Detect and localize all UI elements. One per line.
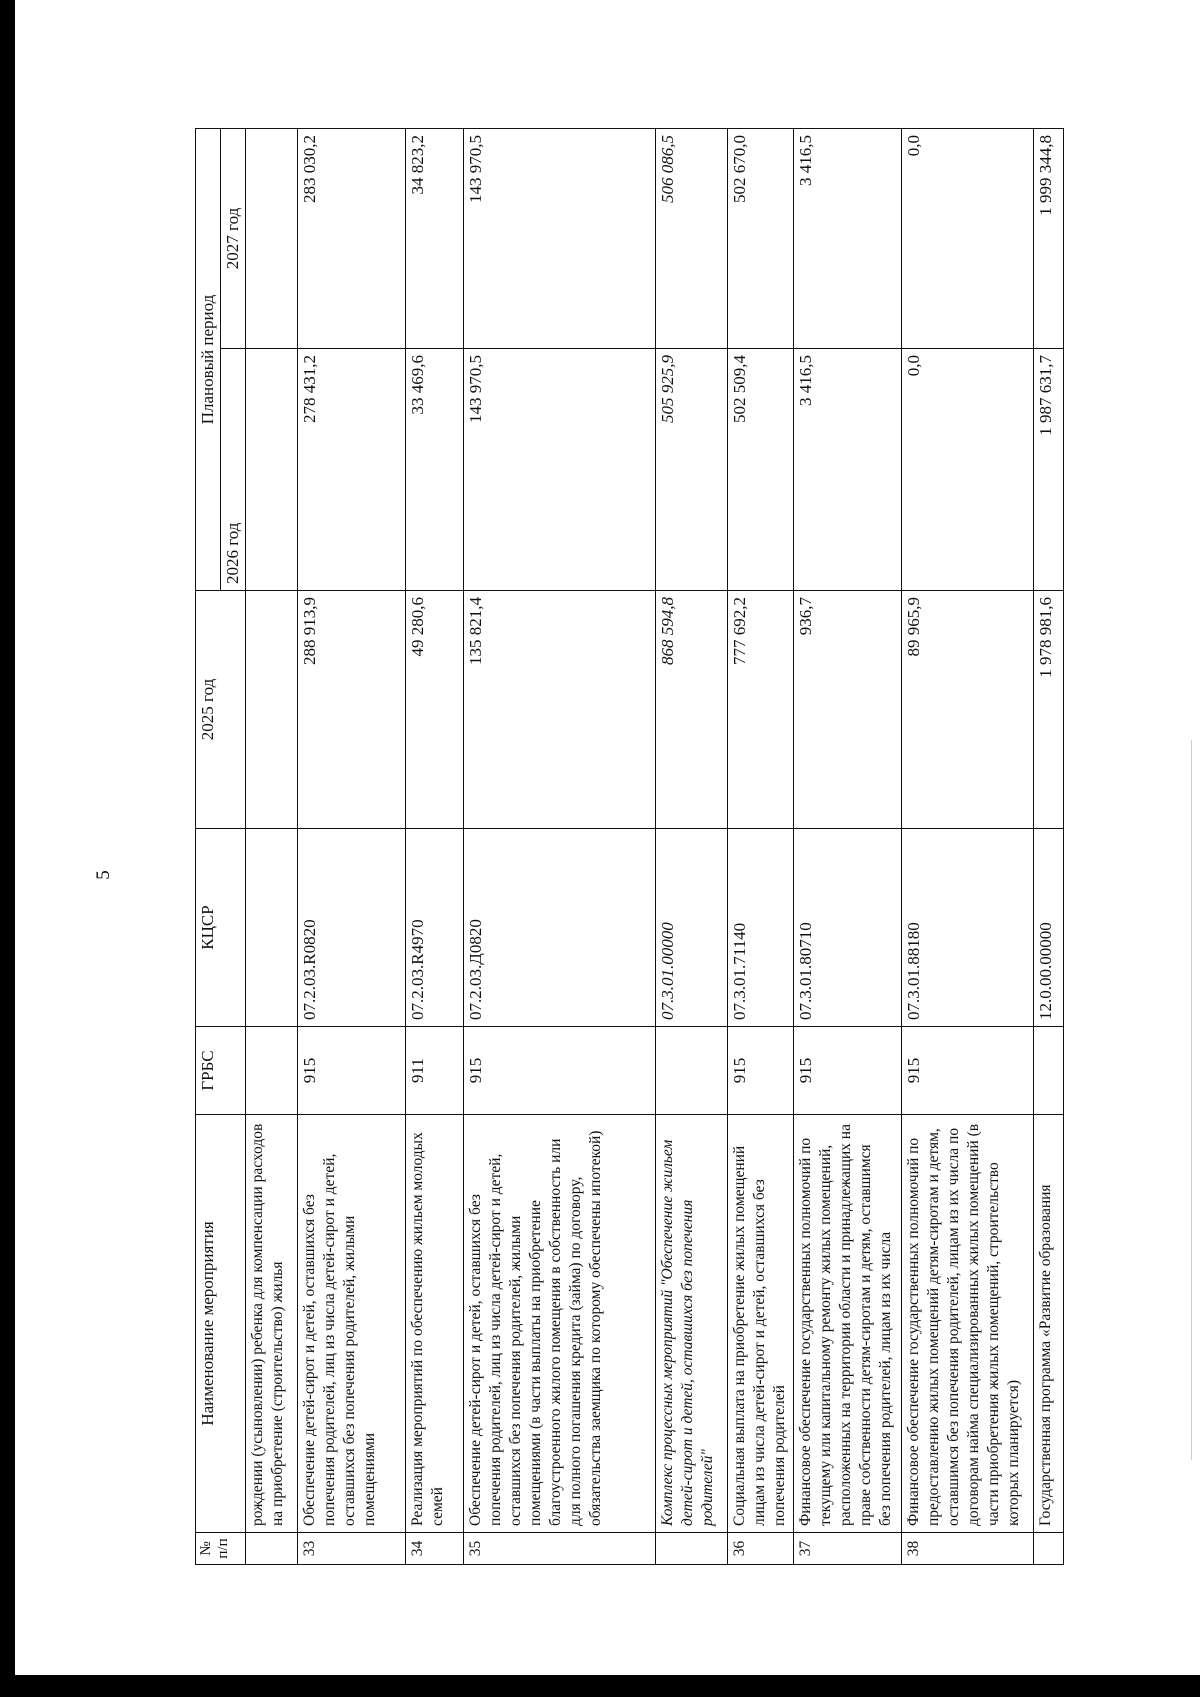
row-kcsr: 07.3.01.71140 bbox=[728, 829, 794, 1027]
header-plan-period: Плановый период bbox=[196, 128, 221, 590]
row-name: Государственная программа «Развитие образования bbox=[1034, 1115, 1064, 1533]
row-value-2026: 0,0 bbox=[902, 349, 1034, 591]
row-name: Финансовое обеспечение государственных полномочий по предоставлению жилых помещений детям-сиротам и детям, оставшимся без попечения родителей, лицам из их числа по договорам найма специализированных жилых помещений (в части приобретения жилых помещений, строительство которых планируется) bbox=[902, 1115, 1034, 1533]
row-value-2026: 143 970,5 bbox=[464, 349, 656, 591]
row-grbs bbox=[1034, 1027, 1064, 1115]
row-value-2025: 936,7 bbox=[794, 591, 902, 829]
row-num bbox=[1034, 1533, 1064, 1565]
row-num: 34 bbox=[406, 1533, 464, 1565]
rotated-table-container bbox=[195, 129, 1080, 1565]
scan-bottom-edge bbox=[15, 1675, 1200, 1697]
header-2026: 2026 год bbox=[221, 349, 246, 591]
row-value-2027: 143 970,5 bbox=[464, 128, 656, 348]
row-kcsr: 07.3.01.88180 bbox=[902, 829, 1034, 1027]
row-num: 36 bbox=[728, 1533, 794, 1565]
row-value-2025: 89 965,9 bbox=[902, 591, 1034, 829]
row-value-2026: 33 469,6 bbox=[406, 349, 464, 591]
budget-table bbox=[195, 128, 1064, 1565]
row-name: Комплекс процессных мероприятий "Обеспечение жильем детей-сирот и детей, оставшихся без попечения родителей" bbox=[656, 1115, 728, 1533]
row-kcsr: 12.0.00.00000 bbox=[1034, 829, 1064, 1027]
row-kcsr: 07.3.01.00000 bbox=[656, 829, 728, 1027]
row-grbs: 915 bbox=[902, 1027, 1034, 1115]
table-row bbox=[902, 128, 1034, 1564]
header-grbs: ГРБС bbox=[196, 1027, 246, 1115]
row-value-2027: 1 999 344,8 bbox=[1034, 128, 1064, 348]
header-kcsr: КЦСР bbox=[196, 829, 246, 1027]
row-num: 37 bbox=[794, 1533, 902, 1565]
row-num: 33 bbox=[298, 1533, 406, 1565]
row-value-2025: 868 594,8 bbox=[656, 591, 728, 829]
row-value-2026: 278 431,2 bbox=[298, 349, 406, 591]
table-row bbox=[656, 128, 728, 1564]
row-grbs bbox=[656, 1027, 728, 1115]
row-value-2025 bbox=[246, 591, 298, 829]
row-name: Реализация мероприятий по обеспечению жильем молодых семей bbox=[406, 1115, 464, 1533]
row-value-2025: 288 913,9 bbox=[298, 591, 406, 829]
row-value-2026: 1 987 631,7 bbox=[1034, 349, 1064, 591]
row-value-2027: 0,0 bbox=[902, 128, 1034, 348]
row-grbs: 915 bbox=[728, 1027, 794, 1115]
table-row bbox=[246, 128, 298, 1564]
row-value-2027: 283 030,2 bbox=[298, 128, 406, 348]
row-name: рождении (усыновлении) ребенка для компенсации расходов на приобретение (строительство) жилья bbox=[246, 1115, 298, 1533]
row-grbs: 915 bbox=[794, 1027, 902, 1115]
row-grbs: 915 bbox=[298, 1027, 406, 1115]
row-value-2026: 505 925,9 bbox=[656, 349, 728, 591]
table-row bbox=[298, 128, 406, 1564]
row-value-2027: 502 670,0 bbox=[728, 128, 794, 348]
row-value-2026: 3 416,5 bbox=[794, 349, 902, 591]
row-kcsr: 07.2.03.Д0820 bbox=[464, 829, 656, 1027]
scan-artifact-line bbox=[1191, 740, 1192, 1460]
table-row bbox=[464, 128, 656, 1564]
table-row bbox=[406, 128, 464, 1564]
row-value-2027: 506 086,5 bbox=[656, 128, 728, 348]
row-value-2025: 135 821,4 bbox=[464, 591, 656, 829]
header-num: № п/п bbox=[196, 1533, 246, 1565]
row-value-2025: 777 692,2 bbox=[728, 591, 794, 829]
row-grbs: 911 bbox=[406, 1027, 464, 1115]
row-kcsr bbox=[246, 829, 298, 1027]
row-num bbox=[246, 1533, 298, 1565]
row-name: Финансовое обеспечение государственных полномочий по текущему или капитальному ремонту жилых помещений, расположенных на территории области и принадлежащих на праве собственности детям-сиротам и детям, оставшимся без попечения родителей, лицам из их числа bbox=[794, 1115, 902, 1533]
header-2027: 2027 год bbox=[221, 128, 246, 348]
row-value-2025: 49 280,6 bbox=[406, 591, 464, 829]
row-name: Обеспечение детей-сирот и детей, оставшихся без попечения родителей, лиц из числа детей-сирот и детей, оставшихся без попечения родителей, жилыми помещениями (в части выплаты на приобретение благоустроенного жилого помещения в собственность или для полного погашения кредита (займа) по договору, обязательства заемщика по которому обеспечены ипотекой) bbox=[464, 1115, 656, 1533]
row-name: Социальная выплата на приобретение жилых помещений лицам из числа детей-сирот и детей, оставшихся без попечения родителей bbox=[728, 1115, 794, 1533]
table-row bbox=[728, 128, 794, 1564]
row-name: Обеспечение детей-сирот и детей, оставшихся без попечения родителей, лиц из числа детей-сирот и детей, оставшихся без попечения родителей, жилыми помещениями bbox=[298, 1115, 406, 1533]
table-row bbox=[794, 128, 902, 1564]
row-value-2027 bbox=[246, 128, 298, 348]
row-grbs bbox=[246, 1027, 298, 1115]
table-row bbox=[1034, 128, 1064, 1564]
row-value-2026 bbox=[246, 349, 298, 591]
row-value-2027: 34 823,2 bbox=[406, 128, 464, 348]
page-number: 5 bbox=[92, 870, 114, 880]
header-name: Наименование мероприятия bbox=[196, 1115, 246, 1533]
header-row-1 bbox=[196, 128, 221, 1564]
row-grbs: 915 bbox=[464, 1027, 656, 1115]
header-2025: 2025 год bbox=[196, 591, 246, 829]
row-kcsr: 07.2.03.R4970 bbox=[406, 829, 464, 1027]
table-body bbox=[246, 128, 1064, 1564]
document-page bbox=[15, 0, 1200, 1697]
row-value-2025: 1 978 981,6 bbox=[1034, 591, 1064, 829]
row-value-2026: 502 509,4 bbox=[728, 349, 794, 591]
row-kcsr: 07.2.03.R0820 bbox=[298, 829, 406, 1027]
row-value-2027: 3 416,5 bbox=[794, 128, 902, 348]
row-kcsr: 07.3.01.80710 bbox=[794, 829, 902, 1027]
row-num: 35 bbox=[464, 1533, 656, 1565]
row-num bbox=[656, 1533, 728, 1565]
row-num: 38 bbox=[902, 1533, 1034, 1565]
